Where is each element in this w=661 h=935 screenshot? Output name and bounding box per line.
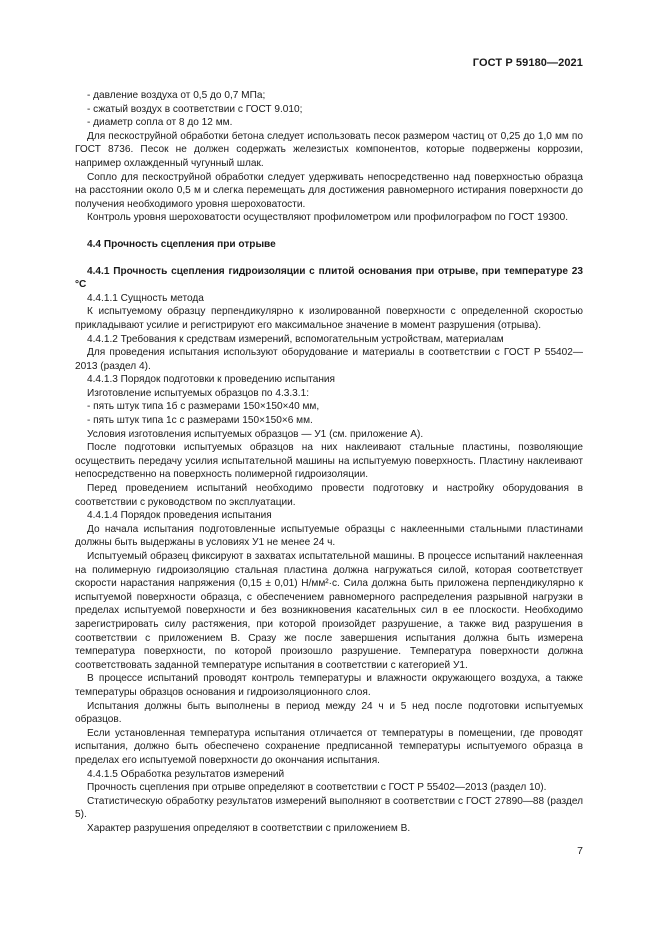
paragraph: Для пескоструйной обработки бетона следует использовать песок размером частиц от 0,25 до 1,0 мм по ГОСТ 8736. Песок не должен содержать железистых компонентов, которые подвержены коррозии, например охлажденный чугунный шлак. [75, 130, 583, 169]
paragraph: Сопло для пескоструйной обработки следует удерживать непосредственно над поверхностью образца на расстоянии около 0,5 м и слегка перемещать для достижения равномерного истирания поверхности до получения необходимого уровня шероховатости. [75, 171, 583, 210]
subsection-heading: 4.4.1.2 Требования к средствам измерений, вспомогательным устройствам, материалам [87, 333, 504, 345]
paragraph: Характер разрушения определяют в соответствии с приложением В. [87, 822, 411, 834]
paragraph: Контроль уровня шероховатости осуществляют профилометром или профилографом по ГОСТ 19300. [87, 212, 568, 224]
paragraph: Испытуемый образец фиксируют в захватах испытательной машины. В процессе испытаний наклеенная на полимерную гидроизоляцию стальная пластина должна нагружаться силой, которая соответствует скорости нарастания напряжения (0,15 ± 0,01) Н/мм²·с. Сила должна быть приложена перпендикулярно к испытуемой поверхности образца, с обеспечением равномерного распределения разрывной нагрузки в пределах испытуемой поверхности и без возникновения касательных сил в ее плоскости. Необходимо зарегистрировать силу растяжения, при которой произойдет разрушение, а также вид разрушения в соответствии с приложением В. Сразу же после завершения испытания должна быть измерена температура поверхности, по которой произошло разрушение. Температура поверхности должна соответствовать заданной температуре испытания в соответствии с категорией У1. [75, 551, 583, 671]
paragraph: В процессе испытаний проводят контроль температуры и влажности окружающего воздуха, а также температуры образцов основания и гидроизоляционного слоя. [75, 673, 583, 698]
section-heading-4-4: 4.4 Прочность сцепления при отрыве [87, 238, 276, 250]
paragraph: Статистическую обработку результатов измерений выполняют в соответствии с ГОСТ 27890—88 (раздел 5). [75, 795, 583, 821]
paragraph: Испытания должны быть выполнены в период между 24 ч и 5 нед после подготовки испытуемых образцов. [75, 700, 583, 726]
subsection-heading: 4.4.1.3 Порядок подготовки к проведению испытания [87, 374, 336, 386]
paragraph: Изготовление испытуемых образцов по 4.3.3.1: [87, 387, 309, 399]
paragraph: Если установленная температура испытания отличается от температуры в помещении, где проводят испытания, должно быть обеспечено сохранение предписанной температуры испытуемого образца в пределах его испытуемой поверхности до окончания испытания. [75, 727, 583, 766]
list-item: - диаметр сопла от 8 до 12 мм. [87, 117, 233, 129]
list-item: - давление воздуха от 0,5 до 0,7 МПа; [87, 90, 266, 101]
document-body [75, 89, 583, 835]
paragraph: Для проведения испытания используют оборудование и материалы в соответствии с ГОСТ Р 55402—2013 (раздел 4). [75, 347, 583, 372]
paragraph: К испытуемому образцу перпендикулярно к изолированной поверхности с определенной скоростью прикладывают усилие и регистрируют его максимальное значение в момент разрушения (отрыва). [75, 306, 583, 331]
document-id-header: ГОСТ Р 59180—2021 [472, 57, 583, 69]
subsection-heading: 4.4.1.4 Порядок проведения испытания [87, 510, 272, 522]
paragraph: До начала испытания подготовленные испытуемые образцы с наклеенными стальными пластинами должны быть выдержаны в условиях У1 не менее 24 ч. [75, 523, 583, 549]
list-item: - пять штук типа 1с с размерами 150×150×6 мм. [87, 415, 313, 427]
section-heading-4-4-1: 4.4.1 Прочность сцепления гидроизоляции с плитой основания при отрыве, при температуре 23 °С [75, 265, 583, 291]
paragraph: После подготовки испытуемых образцов на них наклеивают стальные пластины, позволяющие осуществить передачу усилия испытательной машины на испытуемую поверхность. Пластину наклеивают непосредственно на поверхность полимерной гидроизоляции. [75, 442, 583, 481]
page-number: 7 [577, 845, 583, 857]
paragraph: Перед проведением испытаний необходимо провести подготовку и настройку оборудования в соответствии с руководством по эксплуатации. [75, 483, 583, 508]
paragraph: Условия изготовления испытуемых образцов — У1 (см. приложение А). [87, 428, 424, 440]
list-item: - пять штук типа 1б с размерами 150×150×40 мм, [87, 401, 320, 413]
paragraph: Прочность сцепления при отрыве определяют в соответствии с ГОСТ Р 55402—2013 (раздел 10). [87, 782, 547, 794]
subsection-heading: 4.4.1.1 Сущность метода [87, 292, 204, 304]
list-item: - сжатый воздух в соответствии с ГОСТ 9.010; [87, 103, 303, 115]
subsection-heading: 4.4.1.5 Обработка результатов измерений [87, 768, 285, 780]
